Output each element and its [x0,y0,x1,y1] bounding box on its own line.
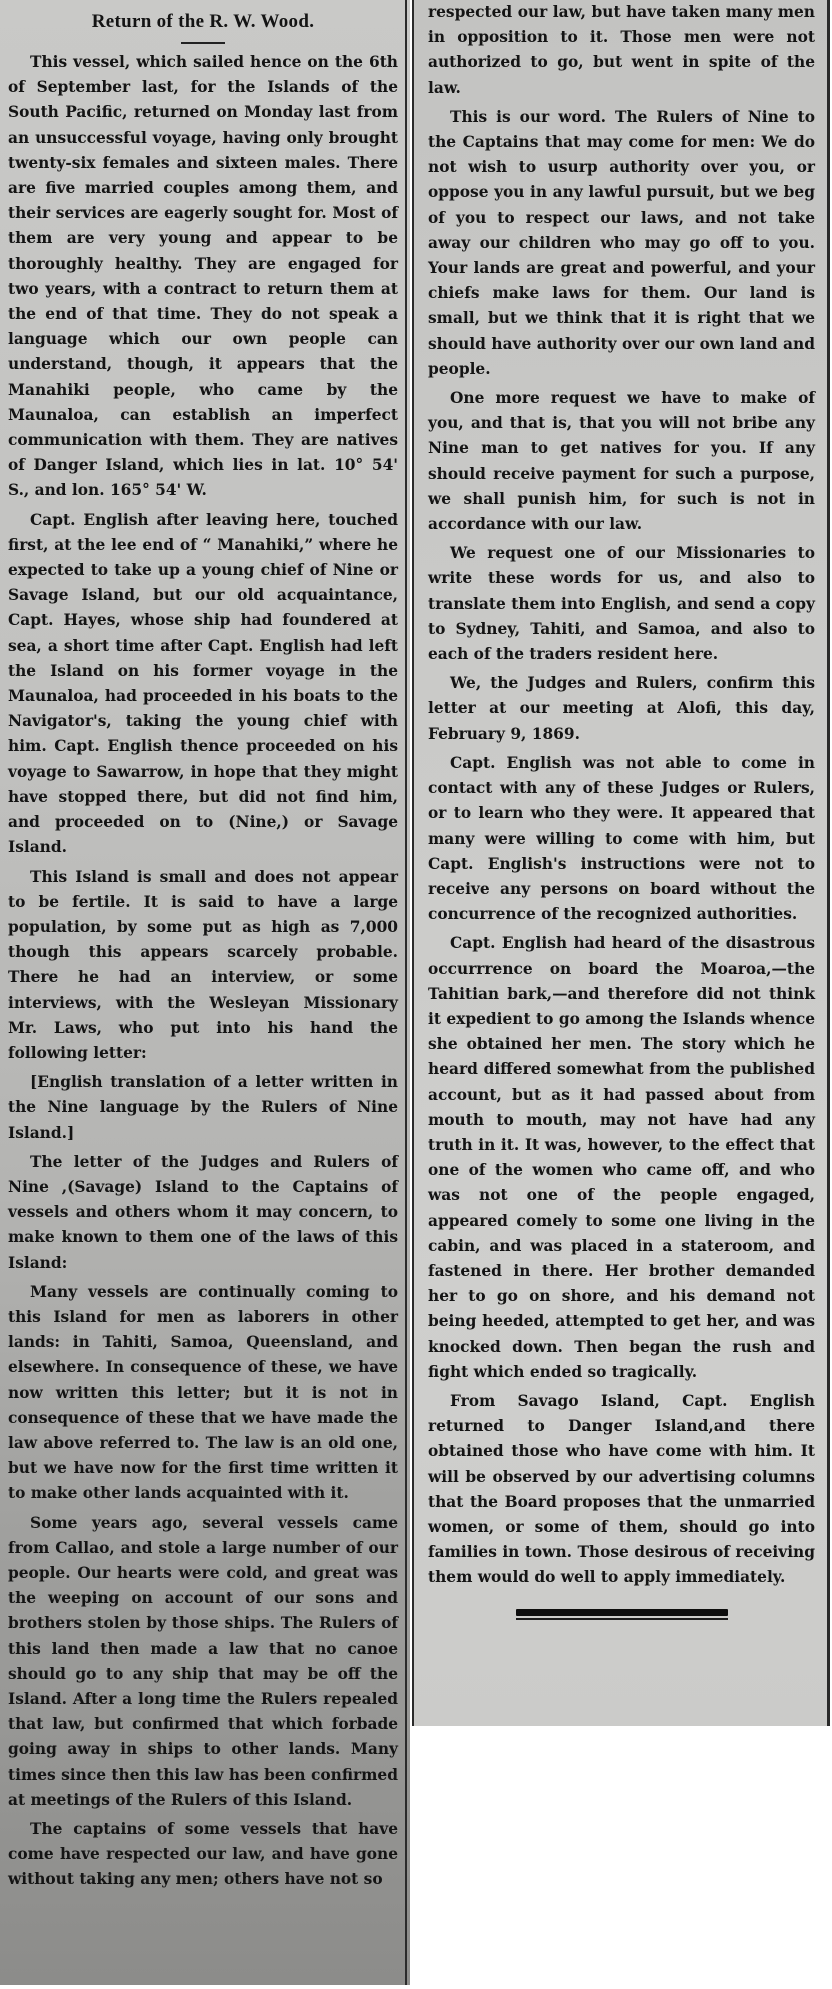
paragraph: This Island is small and does not appear to be fertile. It is said to have a large population, by some put as high as 7,000 though this appears scarcely probable. There he had an interview, or some interviews, with the Wesleyan Missionary Mr. Laws, who put into his hand the following letter: [8,867,398,1062]
article-end-rule [516,1609,728,1620]
paragraph-signature: We, the Judges and Rulers, confirm this letter at our meeting at Alofi, this day, February 9, 1869. [428,674,815,743]
paragraph: This is our word. The Rulers of Nine to the Captains that may come for men: We do not wish to usurp authority over you, or oppose you in any lawful pursuit, but we beg of you to respect our laws, and not take away our children who may go off to you. Your lands are great and powerful, and your chiefs make laws for them. Our land is small, but we think that it is right that we should have authority over our own land and people. [428,107,815,378]
right-column [412,0,830,1726]
column-divider [405,0,407,1985]
paragraph: This vessel, which sailed hence on the 6th of September last, for the Islands of the South Pacific, returned on Monday last from an unsuccessful voyage, having only brought twenty-six females and sixteen males. There are five married couples among them, and their services are eagerly sought for. Most of them are very young and appear to be thoroughly healthy. They are engaged for two years, with a contract to return them at the end of that time. They do not speak a language which our own people can understand, though, it appears that the Manahiki people, who came by the Maunaloa, can establish an imperfect communication with them. They are natives of Danger Island, which lies in lat. 10° 54' S., and lon. 165° 54' W. [8,53,398,500]
paragraph: Capt. English after leaving here, touched first, at the lee end of “ Manahiki,” where he expected to take up a young chief of Nine or Savage Island, but our old acquaintance, Capt. Hayes, whose ship had foundered at sea, a short time after Capt. English had left the Island on his former voyage in the Maunaloa, had proceeded in his boats to the Navigator's, taking the young chief with him. Capt. English thence proceeded on his voyage to Sawarrow, in hope that they might have stopped there, but did not find him, and proceeded on to (Nine,) or Savage Island. [8,510,398,857]
paragraph: Capt. English had heard of the disastrous occurrrence on board the Moaroa,—the Tahitian bark,—and therefore did not think it expedient to go among the Islands whence she obtained her men. The story which he heard differed somewhat from the published account, but as it had passed about from mouth to mouth, may not have had any truth in it. It was, however, to the effect that one of the women who came off, and who was not one of the people engaged, appeared comely to some one living in the cabin, and was placed in a stateroom, and fastened in there. Her brother demanded her to go on shore, and his demand not being heeded, attempted to get her, and was knocked down. Then began the rush and fight which ended so tragically. [428,934,815,1381]
paragraph: Capt. English was not able to come in contact with any of these Judges or Rulers, or to learn who they were. It appeared that many were willing to come with him, but Capt. English's instructions were not to receive any persons on board without the concurrence of the recognized authorities. [428,753,815,924]
left-column [0,0,410,1985]
end-rule-thick [516,1609,728,1616]
paragraph: The letter of the Judges and Rulers of Nine ,(Savage) Island to the Captains of vessels and others whom it may concern, to make known to them one of the laws of this Island: [8,1152,398,1272]
paragraph: Many vessels are continually coming to this Island for men as laborers in other lands: in Tahiti, Samoa, Queensland, and elsewhere. In consequence of these, we have now written this letter; but it is not in consequence of these that we have made the law above referred to. The law is an old one, but we have now for the first time written it to make other lands acquainted with it. [8,1282,398,1503]
headline-rule [181,42,225,44]
article-headline: Return of the R. W. Wood. [91,11,315,32]
paragraph: We request one of our Missionaries to write these words for us, and also to translate them into English, and send a copy to Sydney, Tahiti, and Samoa, and also to each of the traders resident here. [428,544,815,664]
paragraph-bracket-note: [English translation of a letter written in the Nine language by the Rulers of Nine Island.] [8,1073,398,1142]
paragraph: Some years ago, several vessels came from Callao, and stole a large number of our people. Our hearts were cold, and great was the weeping on account of our sons and brothers stolen by those ships. The Rulers of this land then made a law that no canoe should go to any ship that may be off the Island. After a long time the Rulers repealed that law, but confirmed that which forbade going away in ships to other lands. Many times since then this law has been confirmed at meetings of the Rulers of this Island. [8,1513,398,1809]
paragraph-continuation: respected our law, but have taken many men in opposition to it. Those men were not authorized to go, but went in spite of the law. [428,3,815,97]
paragraph: From Savago Island, Capt. English returned to Danger Island,and there obtained those who have come with him. It will be observed by our advertising columns that the Board proposes that the unmarried women, or some of them, should go into families in town. Those desirous of receiving them would do well to apply immediately. [428,1391,815,1587]
paragraph: The captains of some vessels that have come have respected our law, and have gone without taking any men; others have not so [8,1820,398,1889]
end-rule-thin [516,1618,728,1620]
paragraph: One more request we have to make of you, and that is, that you will not bribe any Nine man to get natives for you. If any should receive payment for such a purpose, we shall punish him, for such is not in accordance with our law. [428,389,815,534]
